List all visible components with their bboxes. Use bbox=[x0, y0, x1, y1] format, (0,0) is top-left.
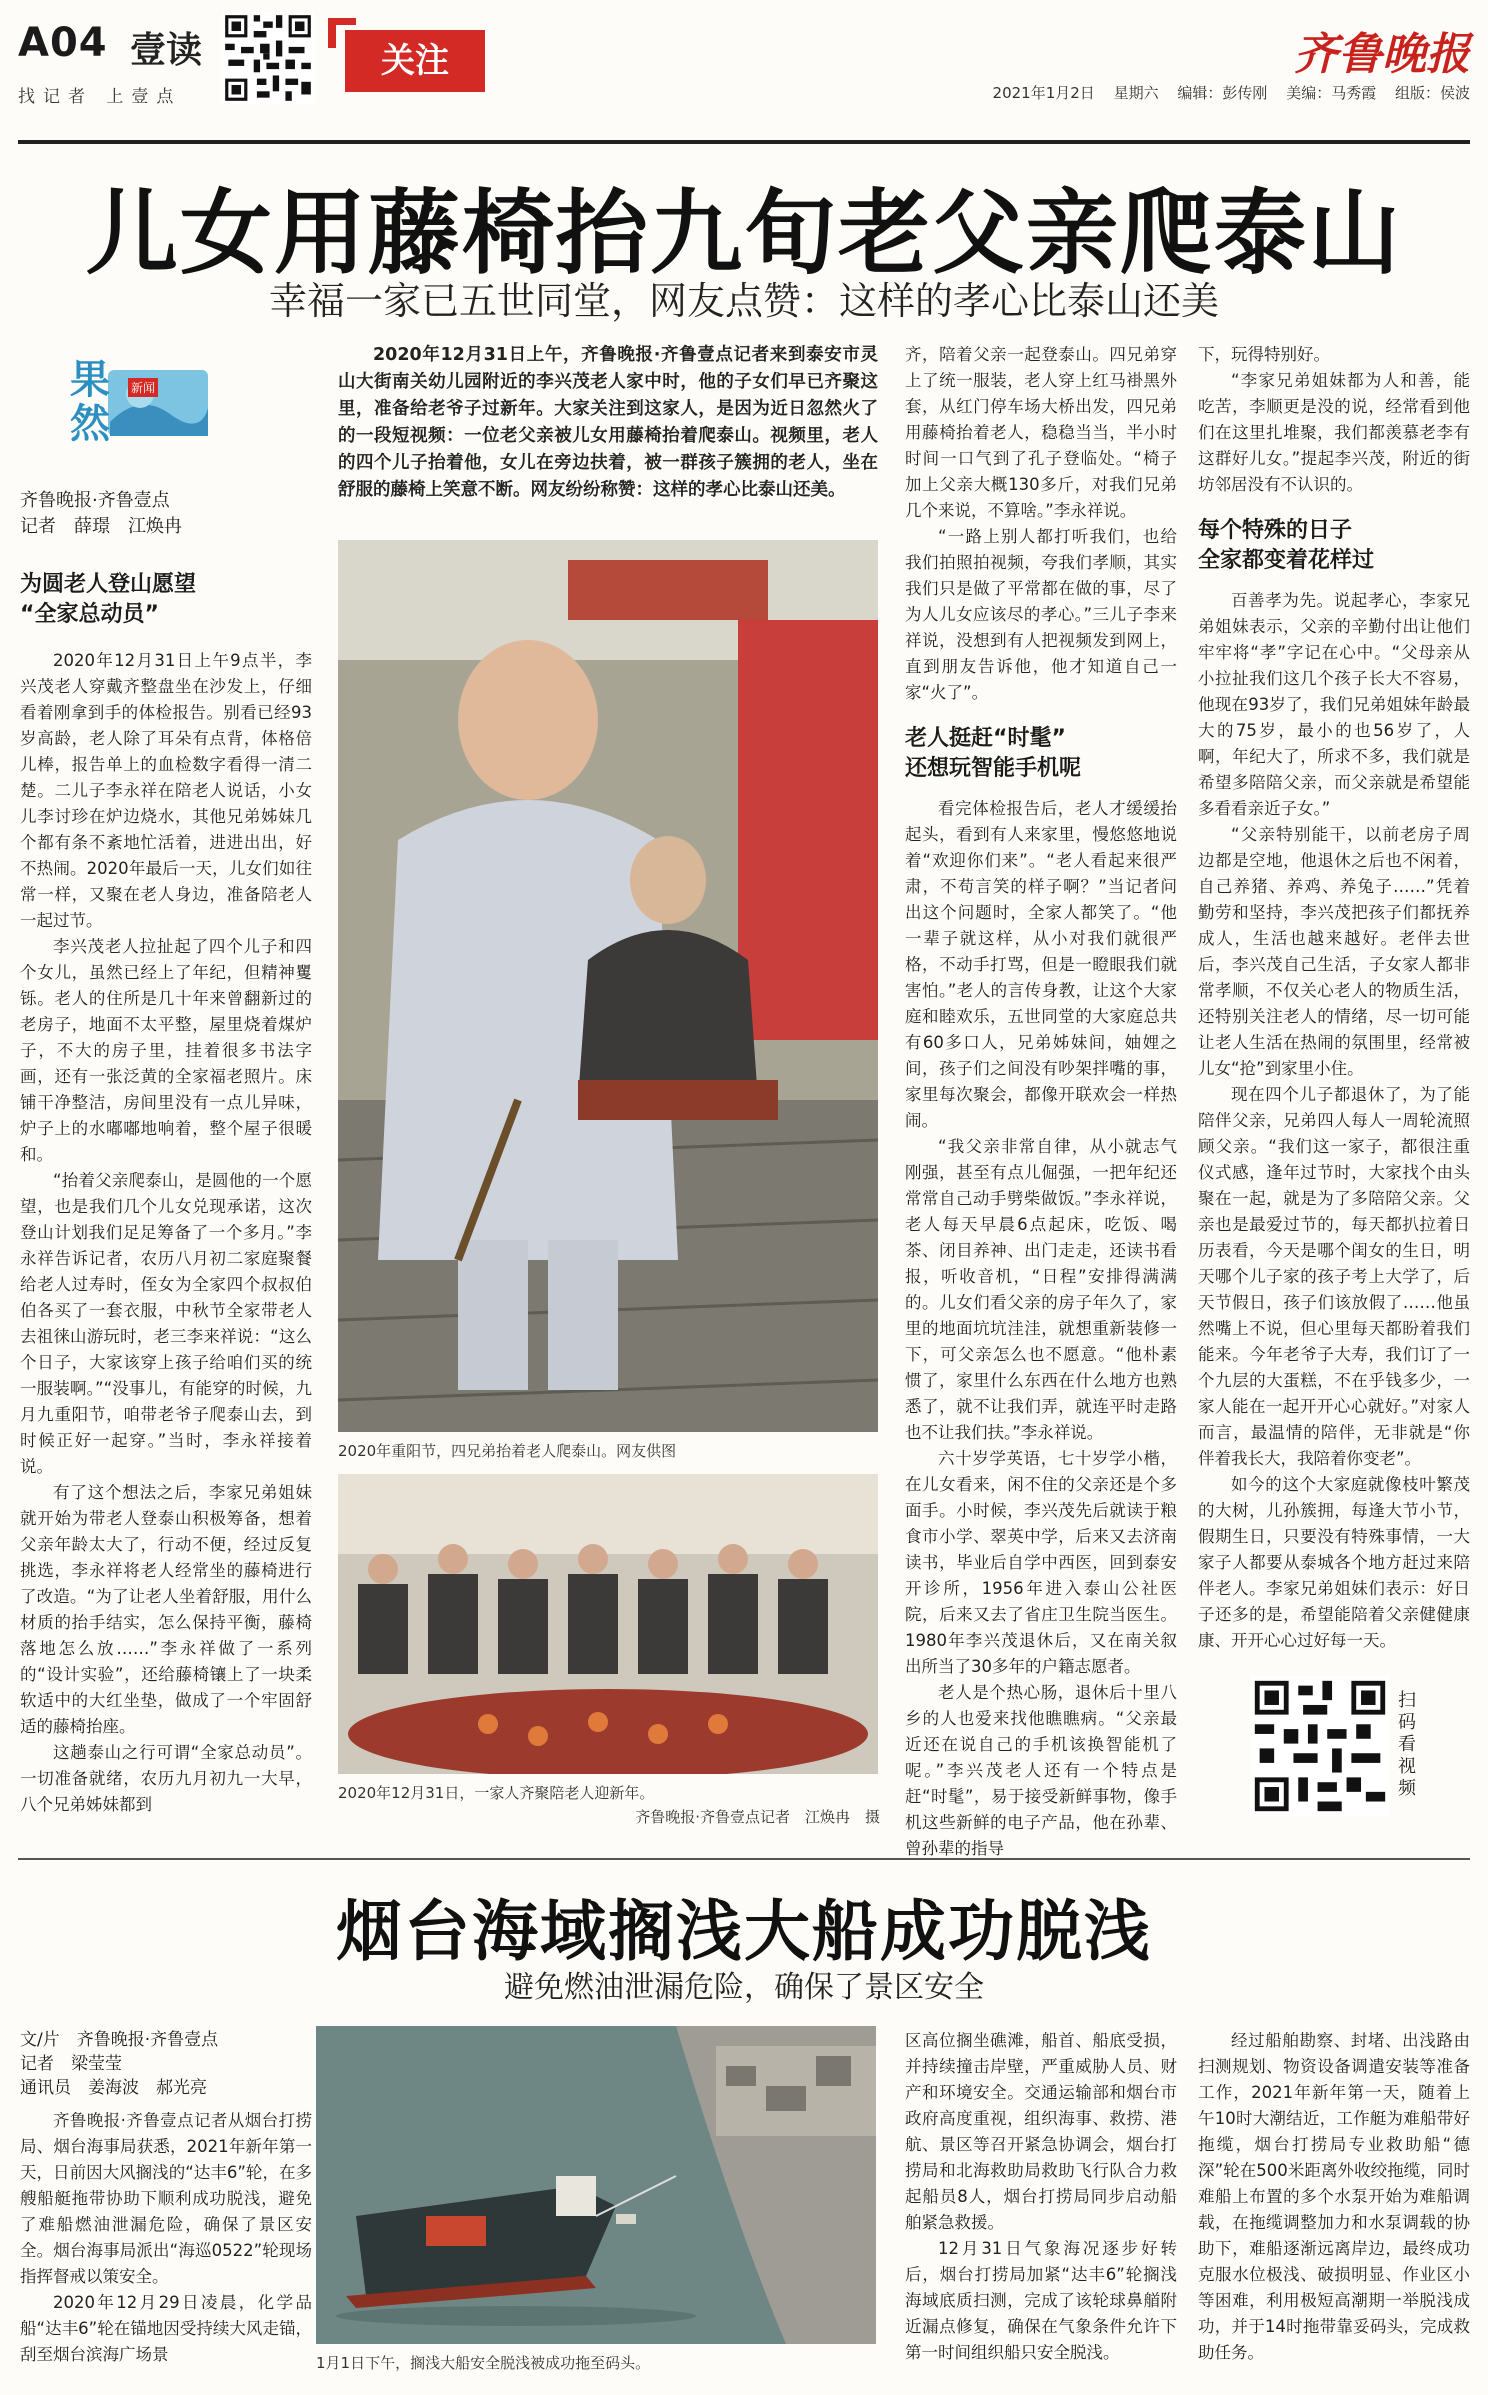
video-qr-code-icon[interactable] bbox=[1250, 1676, 1390, 1816]
story1-credit-line2: 记者 薛璟 江焕冉 bbox=[20, 516, 182, 537]
story2-col4-body bbox=[1198, 2028, 1470, 2366]
story2-credit bbox=[20, 2028, 310, 2100]
paragraph: “李家兄弟姐妹都为人和善，能吃苦，李顺更是没的说，经常看到他们在这里扎堆聚，我们都羡慕老李有这群好儿女。”提起李兴茂，附近的街坊邻居没有不认识的。 bbox=[1198, 371, 1470, 494]
photo1-caption: 2020年重阳节，四兄弟抬着老人爬泰山。网友供图 bbox=[338, 1442, 677, 1460]
paragraph: 经过船舶勘察、封堵、出浅路由扫测规划、物资设备调遣安装等准备工作，2021年新年第一天，随着上午10时大潮结近，工作艇为难船带好拖缆，烟台打捞局专业救助船“德深”轮在500米距离外收绞拖缆，同时难船上布置的多个水泵开始为难船调载，在拖缆调整加力和水泵调载的协助下，难船逐渐远离岸边，最终成功克服水位极浅、破损明显、作业区小等困难，利用极短高潮期一举脱浅成功，并于14时拖带靠妥码头，完成救助任务。 bbox=[1198, 2031, 1470, 2362]
photo2-credit: 齐鲁晚报·齐鲁壹点记者 江焕冉 摄 bbox=[635, 1808, 880, 1826]
story1-headline[interactable]: 儿女用藤椅抬九旬老父亲爬泰山 bbox=[85, 179, 1402, 287]
section-heading-1: 为圆老人登山愿望 “全家总动员” bbox=[20, 572, 197, 627]
paragraph: 如今的这个大家庭就像枝叶繁茂的大树，儿孙簇拥，每逢大节小节，假期生日，只要没有特殊事情，一大家子人都要从泰城各个地方赶过来陪伴老人。李家兄弟姐妹们表示：好日子还多的是，希望能陪着父亲健健康康、开开心心过好每一天。 bbox=[1198, 1475, 1470, 1650]
guoran-news-logo bbox=[70, 352, 210, 462]
paragraph: “父亲特别能干，以前老房子周边都是空地，他退休之后也不闲着，自己养猪、养鸡、养兔子……”凭着勤劳和坚持，李兴茂把孩子们都抚养成人，生活也越来越好。老伴去世后，李兴茂自己生活，子女家人都非常孝顺，不仅关心老人的物质生活，还特别关注老人的情绪，尽一切可能让老人生活在热闹的氛围里，经常被儿女“抢”到家里小住。 bbox=[1198, 825, 1470, 1078]
scan-video-label: 扫码看视频 bbox=[1398, 1690, 1416, 1799]
paragraph: 六十岁学英语，七十岁学小楷，在儿女看来，闲不住的父亲还是个多面手。小时候，李兴茂先后就读于粮食市小学、翠英中学，后来又去济南读书，毕业后自学中西医，回到泰安开诊所，1956年进入泰山公社医院，后来又去了省庄卫生院当医生。1980年李兴茂退休后，又在南关叙出所当了30多年的户籍志愿者。 bbox=[905, 1449, 1177, 1676]
paragraph: 齐鲁晚报·齐鲁壹点记者从烟台打捞局、烟台海事局获悉，2021年新年第一天，日前因大风搁浅的“达丰6”轮，在多艘船艇拖带协助下顺利成功脱浅，避免了难船燃油泄漏危险，确保了景区安全。烟台海事局派出“海巡0522”轮现场指挥督戒以策安全。 bbox=[20, 2111, 312, 2286]
story2-credit-line2: 记者 梁莹莹 bbox=[20, 2054, 122, 2074]
paragraph: 12月31日气象海况逐步好转后，烟台打捞局加紧“达丰6”轮搁浅海域底质扫测，完成了该轮球鼻艏附近漏点修复，确保在气象条件允许下第一时间组织船只安全脱浅。 bbox=[905, 2239, 1177, 2362]
photo-climbing-taishan[interactable] bbox=[338, 540, 878, 1432]
photo-family-new-year[interactable] bbox=[338, 1474, 878, 1774]
designer-credit: 美编：马秀霞 bbox=[1286, 84, 1377, 102]
paragraph: 看完体检报告后，老人才缓缓抬起头，看到有人来家里，慢悠悠地说着“欢迎你们来”。“老人看起来很严肃，不苟言笑的样子啊？”当记者问出这个问题时，全家人都笑了。“他一辈子就这样，从小对我们就很严格，不动手打骂，但是一瞪眼我们就害怕。”老人的言传身教，让这个大家庭和睦欢乐，五世同堂的大家庭总共有60多口人，兄弟姊妹间，妯娌之间，孩子们之间没有吵架拌嘴的事，家里每次聚会，都像开联欢会一样热闹。 bbox=[905, 799, 1177, 1130]
story1-col1-body bbox=[20, 648, 312, 1818]
issue-date: 2021年1月2日 bbox=[992, 84, 1095, 102]
story1-credit-line1: 齐鲁晚报·齐鲁壹点 bbox=[20, 490, 170, 511]
qr-code-icon[interactable] bbox=[222, 12, 314, 104]
paragraph: 2020年12月31日上午9点半，李兴茂老人穿戴齐整盘坐在沙发上，仔细看着刚拿到手的体检报告。别看已经93岁高龄，老人除了耳朵有点背，体格倍儿棒，报告单上的血检数字看得一清二楚。二儿子李永祥在陪老人说话，小女儿李讨珍在炉边烧水，其他兄弟姊妹几个都有条不紊地忙活着，进进出出，好不热闹。2020年最后一天，儿女们如往常一样，又聚在老人身边，准备陪老人一起过节。 bbox=[20, 651, 312, 930]
story1-col3-body bbox=[905, 342, 1177, 706]
logo-news-badge: 新闻 bbox=[128, 378, 158, 397]
page-number: A04 bbox=[18, 20, 108, 66]
story1-column-1 bbox=[20, 570, 312, 1818]
logo-text: 果然 bbox=[70, 357, 110, 447]
photo-ship-refloated[interactable] bbox=[316, 2026, 876, 2344]
paragraph: 区高位搁坐礁滩，船首、船底受损，并持续撞击岸壁，严重威胁人员、财产和环境安全。交通运输部和烟台市政府高度重视，组织海事、救捞、港航、景区等召开紧急协调会，烟台打捞局和北海救助局救助飞行队合力救起船员8人，烟台打捞局同步启动船舶紧急救援。 bbox=[905, 2031, 1177, 2232]
header-slogan: 找记者 上壹点 bbox=[18, 87, 182, 107]
story1-col4-body bbox=[1198, 342, 1470, 498]
paragraph: 齐，陪着父亲一起登泰山。四兄弟穿上了统一服装，老人穿上红马褂黑外套，从红门停车场大桥出发，四兄弟用藤椅抬着老人，稳稳当当，半小时时间一口气到了孔子登临处。“椅子加上父亲大概130多斤，对我们兄弟几个来说，不算啥。”李永祥说。 bbox=[905, 345, 1177, 520]
paragraph: “我父亲非常自律，从小就志气刚强，甚至有点儿倔强，一把年纪还常常自己动手劈柴做饭。”李永祥说，老人每天早晨6点起床，吃饭、喝茶、闭目养神、出门走走，还读书看报，听收音机，“日程”安排得满满的。儿女们看父亲的房子年久了，家里的地面坑坑洼洼，就想重新装修一下，可父亲怎么也不愿意。“他朴素惯了，家里什么东西在什么地方也熟悉了，就不让我们弄，就连平时走路也不让我们扶。”李永祥说。 bbox=[905, 1137, 1177, 1442]
section-heading-3: 每个特殊的日子 全家都变着花样过 bbox=[1198, 518, 1375, 573]
story2-credit-line1: 文/片 齐鲁晚报·齐鲁壹点 bbox=[20, 2030, 219, 2050]
issue-meta bbox=[979, 82, 1470, 103]
story1-column-3 bbox=[905, 342, 1177, 1862]
paragraph: “抬着父亲爬泰山，是圆他的一个愿望，也是我们几个儿女兑现承诺，这次登山计划我们足足筹备了一个多月。”李永祥告诉记者，农历八月初二家庭聚餐给老人过寿时，侄女为全家四个叔叔伯伯各买了一套衣服，中秋节全家带老人去祖徕山游玩时，老三李来祥说：“这么个日子，大家该穿上孩子给咱们买的统一服装啊。”“没事儿，有能穿的时候，九月九重阳节，咱带老爷子爬泰山去，到时候正好一起穿。”当时，李永祥接着说。 bbox=[20, 1171, 312, 1476]
section-divider bbox=[18, 1858, 1470, 1860]
paragraph: 老人是个热心肠，退休后十里八乡的人也爱来找他瞧瞧病。“父亲最近还在说自己的手机该换智能机了呢。”李兴茂老人还有一个特点是赶“时髦”，易于接受新鲜事物，像手机这些新鲜的电子产品，他在孙辈、曾孙辈的指导 bbox=[905, 1683, 1177, 1858]
issue-weekday: 星期六 bbox=[1113, 84, 1159, 102]
paragraph: 2020年12月29日凌晨，化学品船“达丰6”轮在锚地因受持续大风走锚，刮至烟台滨海广场景 bbox=[20, 2293, 312, 2364]
paragraph: 下，玩得特别好。 bbox=[1198, 345, 1330, 364]
story2-col1-body bbox=[20, 2108, 312, 2368]
paper-name-logo: 齐鲁晚报 bbox=[1294, 29, 1470, 80]
story2-credit-line3: 通讯员 姜海波 郝光亮 bbox=[20, 2078, 207, 2098]
story2-column-1 bbox=[20, 2108, 312, 2368]
topic-tag: 关注 bbox=[345, 30, 485, 92]
topic-bar-accent bbox=[328, 18, 356, 25]
lead-text: 2020年12月31日上午，齐鲁晚报·齐鲁壹点记者来到泰安市灵山大街南关幼儿园附近的李兴茂老人家中时，他的子女们早已齐聚这里，准备给老爷子过新年。大家关注到这家人，是因为近日忽然火了的一段短视频：一位老父亲被儿女用藤椅抬着爬泰山。视频里，老人的四个儿子抬着他，女儿在旁边扶着，被一群孩子簇拥的老人，坐在舒服的藤椅上笑意不断。网友纷纷称赞：这样的孝心比泰山还美。 bbox=[338, 345, 878, 500]
editor-credit: 编辑：彭传刚 bbox=[1177, 84, 1268, 102]
paragraph: 李兴茂老人拉扯起了四个儿子和四个女儿，虽然已经上了年纪，但精神矍铄。老人的住所是几十年来曾翻新过的老房子，地面不太平整，屋里烧着煤炉子，不大的房子里，挂着很多书法字画，还有一张泛黄的全家福老照片。床铺干净整洁，房间里没有一点儿异味，炉子上的水嘟嘟地响着，整个屋子很暖和。 bbox=[20, 937, 312, 1164]
section-heading-2: 老人挺赶“时髦” 还想玩智能手机呢 bbox=[905, 726, 1082, 781]
story1-column-4 bbox=[1198, 342, 1470, 1654]
story1-col3b-body bbox=[905, 796, 1177, 1862]
header-rule bbox=[18, 140, 1470, 144]
paragraph: “一路上别人都打听我们，也给我们拍照拍视频，夸我们孝顺，其实我们只是做了平常都在做的事，尽了为人儿女应该尽的孝心。”三儿子李来祥说，没想到有人把视频发到网上，直到朋友告诉他，他才知道自己一家“火了”。 bbox=[905, 527, 1177, 702]
story1-lead bbox=[338, 342, 878, 504]
story2-column-4 bbox=[1198, 2028, 1470, 2366]
story1-subhead: 幸福一家已五世同堂，网友点赞：这样的孝心比泰山还美 bbox=[268, 279, 1219, 323]
paragraph: 百善孝为先。说起孝心，李家兄弟姐妹表示，父亲的辛勤付出让他们牢牢将“孝”字记在心中。“父母亲从小拉扯我们这几个孩子长大不容易，他现在93岁了，我们兄弟姐妹年龄最大的75岁，最小的也56岁了，人啊，年纪大了，所求不多，我们就是希望多陪陪父亲，而父亲就是希望能多看看亲近子女。” bbox=[1198, 591, 1470, 818]
story1-col4b-body bbox=[1198, 588, 1470, 1654]
section-name: 壹读 bbox=[130, 30, 203, 71]
paragraph: 这趟泰山之行可谓“全家总动员”。一切准备就绪，农历九月初九一大早，八个兄弟姊妹都到 bbox=[20, 1743, 312, 1814]
story2-headline[interactable]: 烟台海域搁浅大船成功脱浅 bbox=[336, 1892, 1152, 1970]
story2-column-3 bbox=[905, 2028, 1177, 2366]
paragraph: 现在四个儿子都退休了，为了能陪伴父亲，兄弟四人每人一周轮流照顾父亲。“我们这一家子，都很注重仪式感，逢年过节时，大家找个由头聚在一起，就是为了多陪陪父亲。父亲也是最爱过节的，每天都扒拉着日历表看，今天是哪个闺女的生日，明天哪个儿子家的孩子考上大学了，后天节假日，孩子们该放假了……他虽然嘴上不说，但心里每天都盼着我们能来。今年老爷子大寿，我们订了一个九层的大蛋糕，不在乎钱多少，一家人能在一起开开心心就好。”对家人而言，最温情的陪伴，无非就是“你伴着我长大，我陪着你变老”。 bbox=[1198, 1085, 1470, 1468]
story2-col3-body bbox=[905, 2028, 1177, 2366]
story1-credit bbox=[20, 488, 182, 540]
story2-subhead: 避免燃油泄漏危险，确保了景区安全 bbox=[504, 1970, 984, 2005]
story2-photo-caption: 1月1日下午，搁浅大船安全脱浅被成功拖至码头。 bbox=[316, 2354, 651, 2372]
proofreader-credit: 组版：侯波 bbox=[1394, 84, 1470, 102]
paragraph: 有了这个想法之后，李家兄弟姐妹就开始为带老人登泰山积极筹备，想着父亲年龄太大了，行动不便，经过反复挑选，李永祥将老人经常坐的藤椅进行了改造。“为了让老人坐着舒服，用什么材质的抬手结实，怎么保持平衡，藤椅落地怎么放……”李永祥做了一系列的“设计实验”，还给藤椅镶上了一块柔软适中的大红坐垫，做成了一个牢固舒适的藤椅抬座。 bbox=[20, 1483, 312, 1736]
photo2-caption: 2020年12月31日，一家人齐聚陪老人迎新年。 bbox=[338, 1784, 655, 1802]
